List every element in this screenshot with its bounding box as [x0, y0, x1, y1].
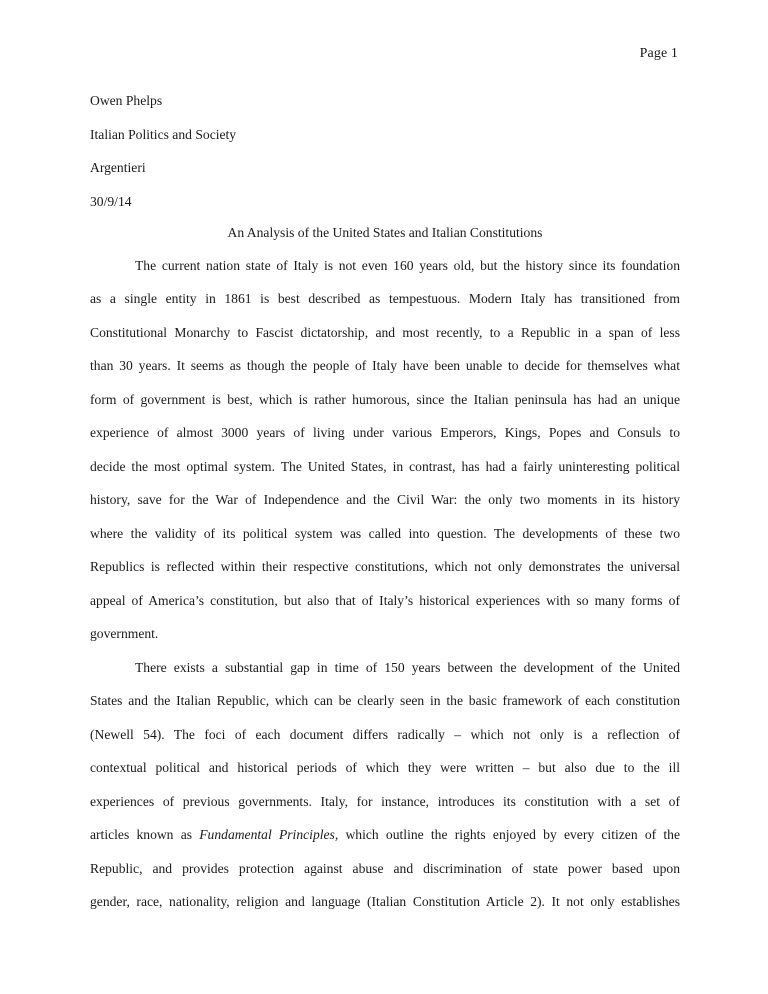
page-number: Page 1	[639, 46, 678, 61]
paragraph-1-line: experience of almost 3000 years of living under various Emperors, Kings, Popes and Consuls to	[90, 425, 680, 440]
line-text: articles known as	[90, 827, 200, 842]
paragraph-1-line: than 30 years. It seems as though the people of Italy have been unable to decide for themselves what	[90, 358, 680, 373]
paragraph-2-line: (Newell 54). The foci of each document differs radically – which not only is a reflection of	[90, 727, 680, 742]
line-text: which outline the rights enjoyed by every citizen of the	[338, 827, 680, 842]
paragraph-1-line: history, save for the War of Independence and the Civil War: the only two moments in its history	[90, 492, 680, 507]
paragraph-1-line: where the validity of its political system was called into question. The developments of these two	[90, 526, 680, 541]
paragraph-2-line: Republic, and provides protection against abuse and discrimination of state power based upon	[90, 861, 680, 876]
author-name: Owen Phelps	[90, 93, 163, 108]
paragraph-1-line: Constitutional Monarchy to Fascist dictatorship, and most recently, to a Republic in a span of less	[90, 325, 680, 340]
heading-block	[90, 92, 680, 226]
paragraph-1-line: appeal of America’s constitution, but also that of Italy’s historical experiences with so many forms of	[90, 593, 680, 608]
paragraph-1-line: form of government is best, which is rather humorous, since the Italian peninsula has had an unique	[90, 392, 680, 407]
document-title: An Analysis of the United States and Italian Constitutions	[227, 225, 543, 240]
paragraph-1-line: The current nation state of Italy is not even 160 years old, but the history since its foundation	[135, 258, 680, 273]
paragraph-1-line: as a single entity in 1861 is best described as tempestuous. Modern Italy has transitioned from	[90, 291, 680, 306]
paragraph-2-line: States and the Italian Republic, which can be clearly seen in the basic framework of each constitution	[90, 693, 680, 708]
paragraph-2-line	[90, 826, 680, 844]
instructor-name: Argentieri	[90, 160, 146, 176]
paragraph-2-line: contextual political and historical periods of which they were written – but also due to the ill	[90, 760, 680, 775]
document-date: 30/9/14	[90, 193, 132, 209]
course-name: Italian Politics and Society	[90, 126, 237, 142]
paragraph-2-line: There exists a substantial gap in time of 150 years between the development of the United	[135, 660, 680, 675]
paragraph-1-line: government.	[90, 626, 159, 641]
paragraph-1-line: Republics is reflected within their respective constitutions, which not only demonstrates the universal	[90, 559, 680, 574]
paragraph-1-line: decide the most optimal system. The United States, in contrast, has had a fairly uninteresting political	[90, 459, 680, 474]
paragraph-2-line: experiences of previous governments. Italy, for instance, introduces its constitution with a set of	[90, 794, 680, 809]
italic-term: Fundamental Principles,	[199, 827, 339, 842]
paragraph-2-line: gender, race, nationality, religion and language (Italian Constitution Article 2). It not only establishes	[90, 894, 680, 909]
